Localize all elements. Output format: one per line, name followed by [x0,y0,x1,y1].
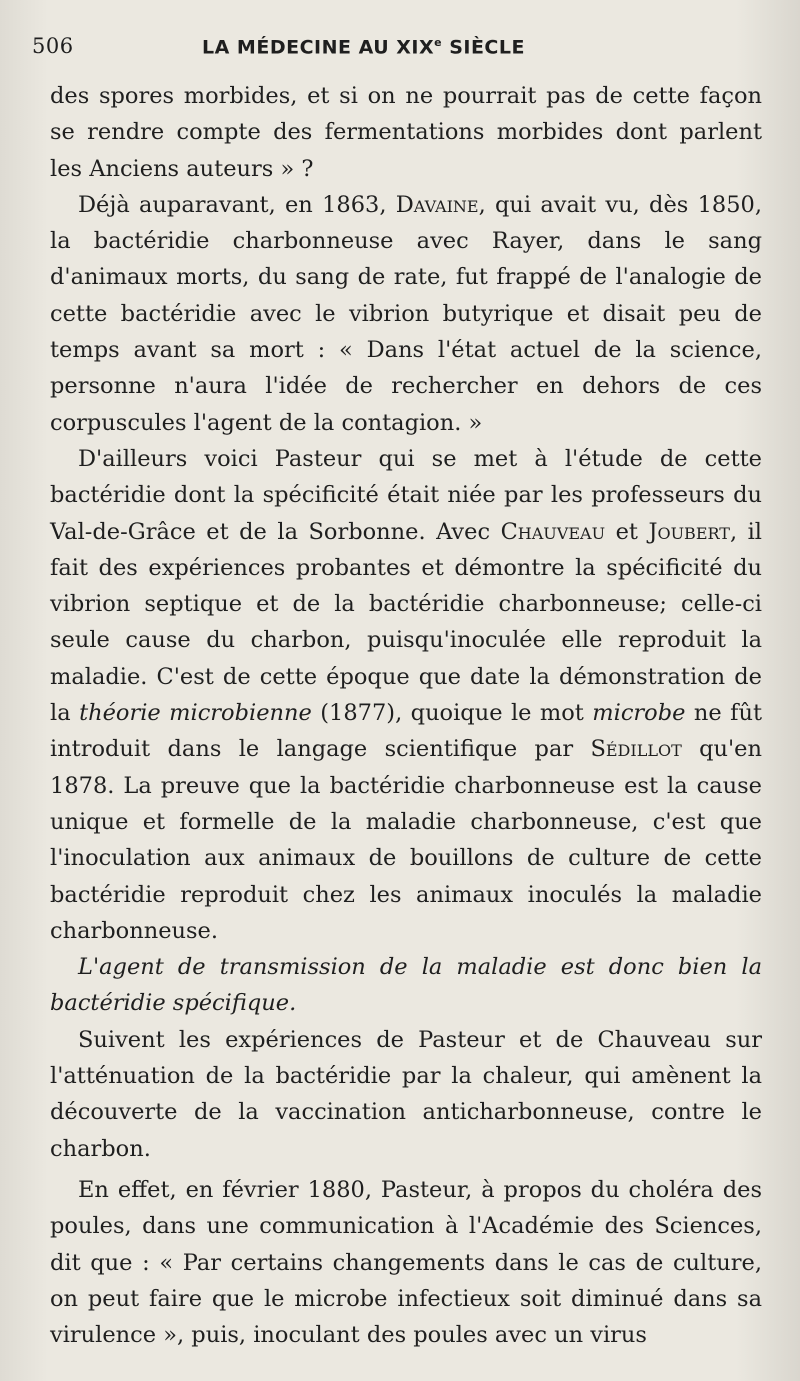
p3-text-e: ne fût introduit dans le langage scientifique par [50,700,762,763]
author-name-chauveau: Chauveau [500,518,606,545]
body-text [50,78,762,1353]
p3-text-f: qu'en 1878. La preuve que la bactéridie charbonneuse est la cause unique et formelle de la maladie charbonneuse, c'est que l'inoculation aux animaux de bouillons de culture de cette bactéridie reproduit chez les animaux inoculés la maladie charbonneuse. [50,736,762,944]
paragraph-2 [50,187,762,441]
paragraph-1: des spores morbides, et si on ne pourrait pas de cette façon se rendre compte des fermentations morbides dont parlent les Anciens auteurs » ? [50,83,762,182]
paragraph-5: Suivent les expériences de Pasteur et de Chauveau sur l'atténuation de la bactéridie par la chaleur, qui amènent la découverte de la vaccination anticharbonneuse, contre le charbon. [50,1026,762,1162]
running-title-main: LA MÉDECINE AU XIX [202,36,435,58]
running-title-end: SIÈCLE [442,36,525,58]
author-name-davaine: Davaine [395,191,479,218]
p2-text-b: , qui avait vu, dès 1850, la bactéridie charbonneuse avec Rayer, dans le sang d'animaux morts, du sang de rate, fut frappé de l'analogie de cette bactéridie avec le vibrion butyrique et disait peu de temps avant sa mort : « Dans l'état actuel de la science, personne n'aura l'idée de rechercher en dehors de ces corpuscules l'agent de la contagion. » [50,191,763,436]
p3-text-a: D'ailleurs voici Pasteur qui se met à l'étude de cette bactéridie dont la spécificité était niée par les professeurs du Val-de-Grâce et de la Sorbonne. Avec [50,445,762,545]
author-name-sedillot: Sédillot [590,736,682,763]
paragraph-3 [50,441,762,949]
p3-text-c: , il fait des expériences probantes et démontre la spécificité du vibrion septique et de la bactéridie charbonneuse; celle-ci seule cause du charbon, puisqu'inoculée elle reproduit la maladie. C'est de cette époque que date la démonstration de la [50,518,762,727]
p2-text-a: Déjà auparavant, en 1863, [78,191,396,218]
running-title-sup: e [434,35,443,49]
running-title [202,36,525,58]
p3-text-b: et [605,518,649,545]
term-microbe: microbe [592,700,686,727]
page-header [32,34,762,78]
paragraph-6: En effet, en février 1880, Pasteur, à propos du choléra des poules, dans une communication à l'Académie des Sciences, dit que : « Par certains changements dans le cas de culture, on peut faire que le microbe infectieux soit diminué dans sa virulence », puis, inoculant des poules avec un virus [50,1176,762,1349]
author-name-joubert: Joubert [648,518,730,545]
term-theorie-microbienne: théorie microbienne [79,700,312,727]
page-number: 506 [32,34,74,58]
p4-italic-text: L'agent de transmission de la maladie est donc bien la bactéridie spécifique. [50,954,762,1017]
paragraph-4 [50,949,762,1022]
p3-text-d: (1877), quoique le mot [311,700,593,727]
